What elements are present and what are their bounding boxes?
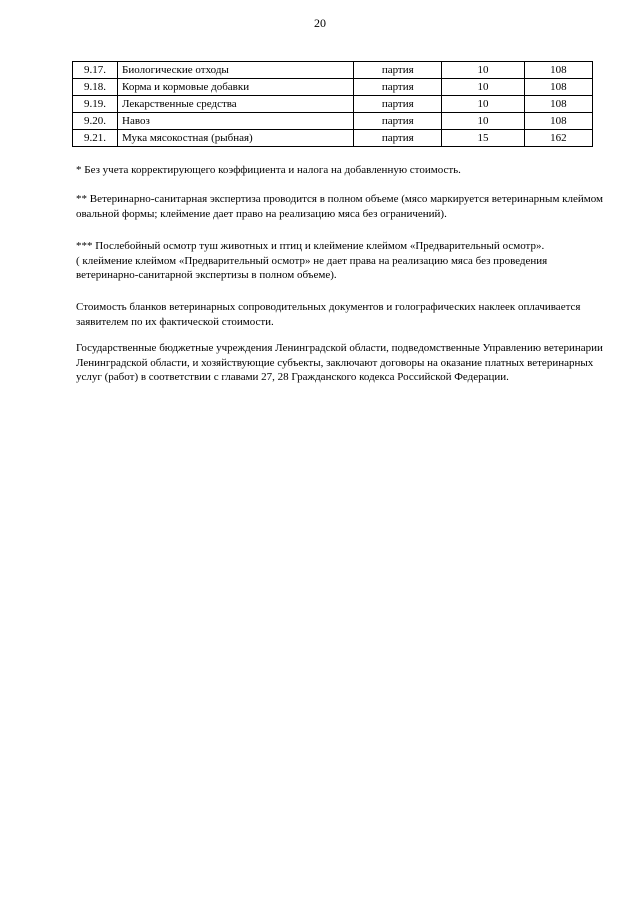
row-name-cell: Биологические отходы xyxy=(118,62,354,79)
row-price-cell: 108 xyxy=(524,79,592,96)
row-price-cell: 108 xyxy=(524,96,592,113)
row-unit-cell: партия xyxy=(354,79,442,96)
paragraph-forms-cost xyxy=(76,300,606,329)
footnote-preliminary-inspection-line-1: *** Послебойный осмотр туш животных и птиц и клеймение клеймом «Предварительный осмотр». xyxy=(76,240,545,252)
row-price-cell: 162 xyxy=(524,130,592,147)
paragraph-forms-cost-text: Стоимость бланков ветеринарных сопроводительных документов и голографических наклеек оплачивается заявителем по их фактической стоимости. xyxy=(76,301,581,328)
row-price-cell: 108 xyxy=(524,113,592,130)
footnote-preliminary-inspection-line-2: ( клеймение клеймом «Предварительный осмотр» не дает права на реализацию мяса без проведения ветеринарно-санитарной экспертизы в полном объеме). xyxy=(76,254,548,281)
footnote-preliminary-inspection xyxy=(76,239,606,283)
row-number-cell: 9.17. xyxy=(73,62,118,79)
footnote-full-examination-text: ** Ветеринарно-санитарная экспертиза проводится в полном объеме (мясо маркируется ветеринарным клеймом овальной формы; клеймение дает право на реализацию мяса без ограничений). xyxy=(76,193,603,220)
row-unit-cell: партия xyxy=(354,130,442,147)
row-price-cell: 108 xyxy=(524,62,592,79)
row-quantity-cell: 10 xyxy=(442,113,525,130)
table-row xyxy=(73,113,593,130)
row-number-cell: 9.20. xyxy=(73,113,118,130)
price-table xyxy=(72,61,593,147)
row-number-cell: 9.21. xyxy=(73,130,118,147)
table-body xyxy=(73,62,593,147)
row-number-cell: 9.18. xyxy=(73,79,118,96)
page-number: 20 xyxy=(314,16,326,30)
row-name-cell: Корма и кормовые добавки xyxy=(118,79,354,96)
row-quantity-cell: 10 xyxy=(442,62,525,79)
row-name-cell: Навоз xyxy=(118,113,354,130)
footnote-vat xyxy=(76,163,606,178)
table-row xyxy=(73,96,593,113)
row-quantity-cell: 15 xyxy=(442,130,525,147)
table-row xyxy=(73,79,593,96)
row-unit-cell: партия xyxy=(354,96,442,113)
row-name-cell: Лекарственные средства xyxy=(118,96,354,113)
footnote-full-examination xyxy=(76,192,606,221)
row-quantity-cell: 10 xyxy=(442,96,525,113)
row-quantity-cell: 10 xyxy=(442,79,525,96)
row-name-cell: Мука мясокостная (рыбная) xyxy=(118,130,354,147)
paragraph-contracts xyxy=(76,341,606,385)
table-row xyxy=(73,130,593,147)
row-unit-cell: партия xyxy=(354,113,442,130)
footnote-vat-text: * Без учета корректирующего коэффициента и налога на добавленную стоимость. xyxy=(76,164,461,176)
table-row xyxy=(73,62,593,79)
row-unit-cell: партия xyxy=(354,62,442,79)
paragraph-contracts-text: Государственные бюджетные учреждения Ленинградской области, подведомственные Управлению ветеринарии Ленинградской области, и хозяйствующие субъекты, заключают договоры на оказание платных ветеринарных услуг (работ) в соответствии с главами 27, 28 Гражданского кодекса Российской Федерации. xyxy=(76,342,603,383)
row-number-cell: 9.19. xyxy=(73,96,118,113)
